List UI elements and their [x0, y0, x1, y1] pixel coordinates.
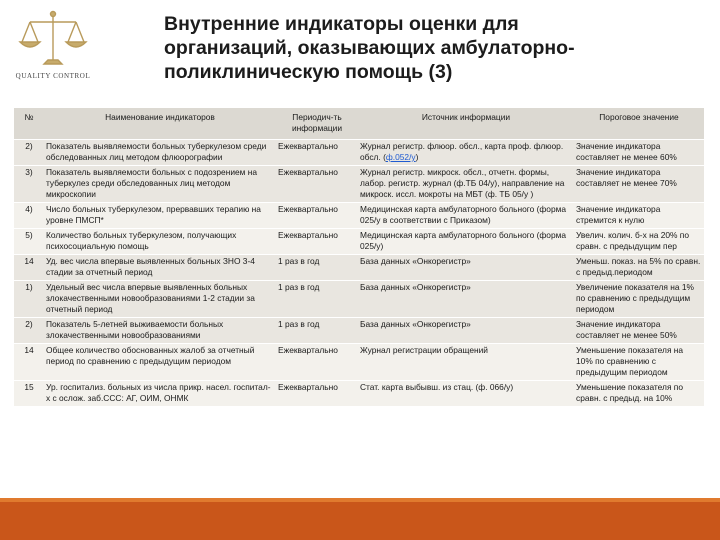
header-num: №: [14, 108, 44, 140]
title-line-2: организаций, оказывающих амбулаторно-: [164, 37, 575, 59]
title-line-3: поликлиническую помощь (3): [164, 61, 453, 83]
row-name: Уд. вес числа впервые выявленных больных ЗНО 3-4 стадии за отчетный период: [44, 255, 276, 281]
row-period: Ежеквартально: [276, 229, 358, 255]
table-row: [14, 166, 704, 203]
row-num: 4): [14, 203, 44, 229]
row-threshold: Уменьш. показ. на 5% по сравн. с предыд.периодом: [574, 255, 704, 281]
row-threshold: Значение индикатора составляет не менее 60%: [574, 140, 704, 166]
header-period: Периодич-ть информации: [276, 108, 358, 140]
row-name: Ур. госпитализ. больных из числа прикр. насел. госпитал-х с ослож. заб.ССС: АГ, ОИМ, ОНМК: [44, 381, 276, 407]
quality-control-logo: [8, 8, 98, 80]
row-name: Показатель 5-летней выживаемости больных злокачественными новообразованиями: [44, 318, 276, 344]
row-threshold: Увеличение показателя на 1% по сравнению с предыдущим периодом: [574, 281, 704, 318]
table-header-row: [14, 108, 704, 140]
row-name: Количество больных туберкулезом, получающих психосоциальную помощь: [44, 229, 276, 255]
table-row: [14, 344, 704, 381]
row-threshold: Уменьшение показателя на 10% по сравнению с предыдущим периодом: [574, 344, 704, 381]
row-num: 3): [14, 166, 44, 203]
row-num: 2): [14, 140, 44, 166]
row-num: 2): [14, 318, 44, 344]
row-period: 1 раз в год: [276, 318, 358, 344]
table-row: [14, 203, 704, 229]
row-name: Общее количество обоснованных жалоб за отчетный период по сравнению с предыдущим периодом: [44, 344, 276, 381]
header-name: Наименование индикаторов: [44, 108, 276, 140]
table-row: [14, 140, 704, 166]
title-line-1: Внутренние индикаторы оценки для: [164, 13, 519, 35]
table-row: [14, 281, 704, 318]
row-name: Показатель выявляемости больных с подозрением на туберкулез среди обследованных лиц методом микроскопии: [44, 166, 276, 203]
row-threshold: Значение индикатора составляет не менее 70%: [574, 166, 704, 203]
row-period: Ежеквартально: [276, 140, 358, 166]
row-name: Удельный вес числа впервые выявленных больных злокачественными новообразованиями 1-2 стадии за отчетный период: [44, 281, 276, 318]
row-period: 1 раз в год: [276, 281, 358, 318]
row-threshold: Уменьшение показателя по сравн. с предыд. на 10%: [574, 381, 704, 407]
table-row: [14, 255, 704, 281]
row-source: База данных «Онкорегистр»: [358, 281, 574, 318]
row-num: 14: [14, 255, 44, 281]
row-source: Журнал регистр. микроск. обсл., отчетн. формы, лабор. регистр. журнал (ф.ТБ 04/у), направление на микроск. иссл. мокроты на МБТ (ф. ТБ 05/у ): [358, 166, 574, 203]
row-threshold: Значение индикатора стремится к нулю: [574, 203, 704, 229]
table-row: [14, 229, 704, 255]
row-period: Ежеквартально: [276, 203, 358, 229]
scales-of-justice-icon: [8, 8, 98, 72]
logo-text: QUALITY CONTROL: [15, 72, 91, 80]
row-source-text: Журнал регистр. флюор. обсл., карта проф. флюор. обсл. (: [360, 141, 564, 162]
table-row: [14, 381, 704, 407]
row-source-text-end: ): [415, 152, 419, 162]
footer-bar: [0, 502, 720, 540]
row-source: Журнал регистрации обращений: [358, 344, 574, 381]
row-period: Ежеквартально: [276, 166, 358, 203]
indicators-table: [14, 108, 704, 406]
table-row: [14, 318, 704, 344]
row-period: 1 раз в год: [276, 255, 358, 281]
header-threshold: Пороговое значение: [574, 108, 704, 140]
row-source: [358, 140, 574, 166]
row-source: База данных «Онкорегистр»: [358, 255, 574, 281]
row-period: Ежеквартально: [276, 381, 358, 407]
row-num: 1): [14, 281, 44, 318]
form-052-link[interactable]: ф.052/у: [385, 152, 416, 162]
page-title: [164, 12, 704, 84]
header-source: Источник информации: [358, 108, 574, 140]
row-name: Число больных туберкулезом, прервавших терапию на уровне ПМСП*: [44, 203, 276, 229]
row-period: Ежеквартально: [276, 344, 358, 381]
row-source: Медицинская карта амбулаторного больного (форма 025/у): [358, 229, 574, 255]
row-name: Показатель выявляемости больных туберкулезом среди обследованных лиц методом флюорографии: [44, 140, 276, 166]
row-num: 5): [14, 229, 44, 255]
row-source: Стат. карта выбывш. из стац. (ф. 066/у): [358, 381, 574, 407]
row-num: 14: [14, 344, 44, 381]
row-source: База данных «Онкорегистр»: [358, 318, 574, 344]
row-threshold: Значение индикатора составляет не менее 50%: [574, 318, 704, 344]
row-source: Медицинская карта амбулаторного больного (форма 025/у в соответствии с Приказом): [358, 203, 574, 229]
row-num: 15: [14, 381, 44, 407]
row-threshold: Увелич. колич. б-х на 20% по сравн. с предыдущим пер: [574, 229, 704, 255]
